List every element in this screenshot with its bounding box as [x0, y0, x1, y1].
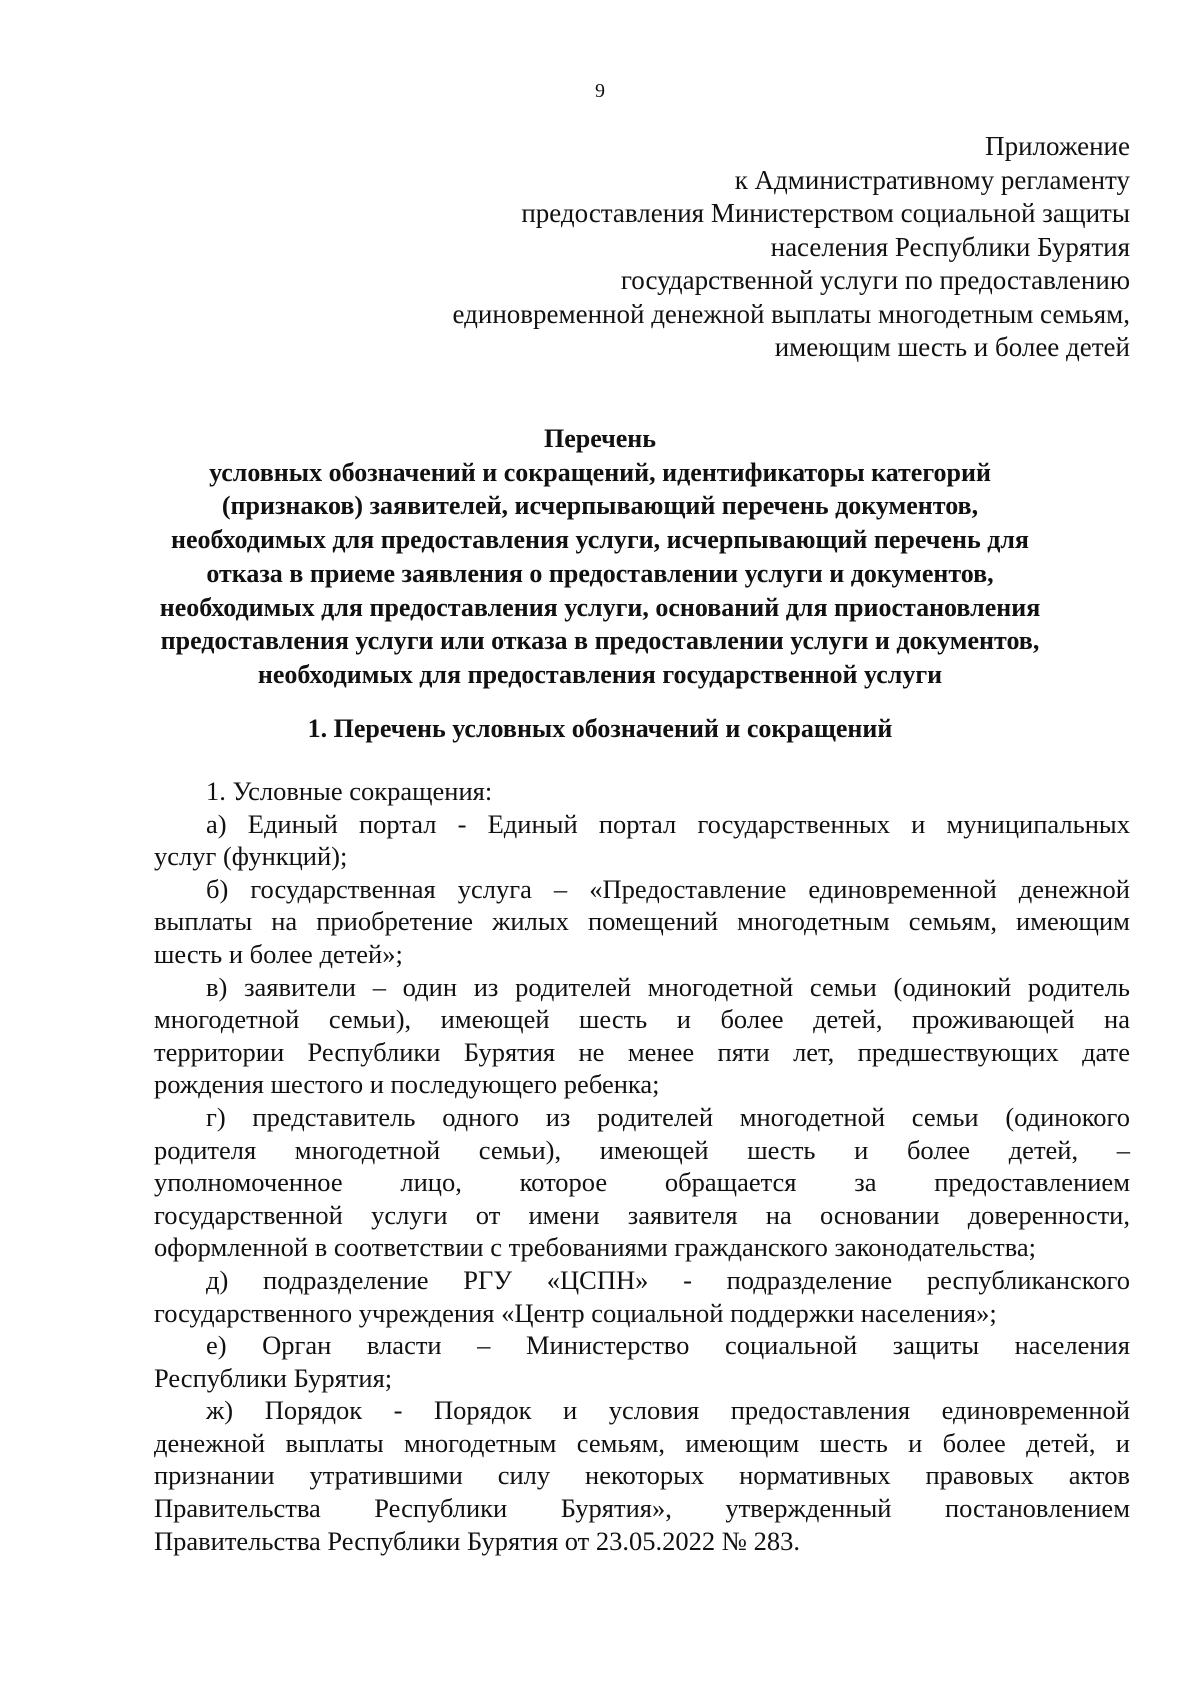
body-word: детей,	[1008, 1134, 1079, 1165]
body-word: имени	[528, 1199, 600, 1230]
body-word: выплаты	[154, 906, 253, 937]
body-word: жилых	[492, 906, 569, 937]
body-word: государственная	[250, 873, 436, 904]
body-line	[154, 1134, 1130, 1167]
body-line	[154, 1101, 1130, 1134]
body-line	[154, 1394, 1130, 1427]
body-word: родителей	[515, 971, 632, 1002]
body-word: нормативных	[739, 1460, 891, 1491]
body-word: многодетной	[154, 1004, 300, 1035]
body-word: проживающей	[911, 1004, 1075, 1035]
body-word: «Предоставление	[589, 873, 787, 904]
body-line: Правительства Республики Бурятия от 23.05.2022 № 283.	[154, 1525, 801, 1556]
body-word: единовременной	[808, 873, 997, 904]
body-word: заявители	[244, 971, 356, 1002]
body-word: заявителя	[627, 1199, 738, 1230]
body-word: Министерство	[525, 1330, 690, 1361]
annex-line: к Административному регламенту	[734, 164, 1130, 195]
body-word: которое	[519, 1167, 608, 1198]
body-word: и	[676, 1004, 691, 1035]
annex-line: единовременной денежной выплаты многодетным семьям,	[452, 298, 1130, 329]
body-line	[154, 1199, 1130, 1232]
body-word: за	[854, 1167, 877, 1198]
body-word: родитель	[1027, 971, 1130, 1002]
body-word: –	[477, 1330, 491, 1361]
body-word: родителей	[597, 1101, 714, 1132]
body-word: некоторых	[585, 1460, 705, 1491]
body-word: Республики	[374, 1493, 508, 1524]
body-word: на	[271, 906, 298, 937]
body-word: РГУ	[463, 1264, 513, 1295]
body-word: Бурятия	[463, 1036, 556, 1067]
body-word: (одинокого	[1005, 1101, 1130, 1132]
annex-line: населения Республики Бурятия	[770, 231, 1130, 262]
body-word: менее	[627, 1036, 695, 1067]
body-word: Порядок	[264, 1395, 363, 1426]
body-line	[154, 971, 1130, 1004]
body-word: денежной	[1018, 873, 1130, 904]
annex-line: Приложение	[985, 131, 1130, 161]
body-word: и	[908, 1427, 923, 1458]
body-word: Единый	[247, 808, 338, 839]
body-word: родителя	[154, 1134, 257, 1165]
body-word: а)	[206, 808, 227, 839]
body-word: помещений	[587, 906, 719, 937]
body-word: б)	[206, 873, 229, 904]
body-word: населения	[1014, 1330, 1130, 1361]
body-word: утвержденный	[725, 1493, 892, 1524]
body-word: из	[473, 971, 499, 1002]
body-word: семьи	[809, 971, 877, 1002]
body-word: лицо,	[400, 1167, 462, 1198]
body-word: –	[372, 971, 386, 1002]
body-word: государственной	[154, 1199, 343, 1230]
body-line	[154, 1036, 1130, 1069]
body-word: обращается	[664, 1167, 797, 1198]
body-line	[154, 1427, 1130, 1460]
body-word: Порядок	[434, 1395, 532, 1426]
body-word: имеющей	[440, 1004, 550, 1035]
body-word: семьям,	[576, 1427, 666, 1458]
body-word: более	[942, 1427, 1006, 1458]
body-word: основании	[819, 1199, 940, 1230]
body-line: услуг (функций);	[154, 841, 348, 872]
body-line: оформленной в соответствии с требованиями гражданского законодательства;	[154, 1232, 1037, 1263]
body-word: предоставлением	[934, 1167, 1130, 1198]
body-word: единовременной	[941, 1395, 1130, 1426]
body-word: –	[1116, 1134, 1130, 1165]
title-line: необходимых для предоставления государственной услуги	[257, 659, 943, 689]
body-word: д)	[206, 1264, 229, 1295]
body-word: республиканского	[926, 1264, 1130, 1295]
document-title	[100, 422, 1100, 692]
body-word: многодетным	[403, 1427, 557, 1458]
body-word: -	[393, 1395, 403, 1426]
body-word: семьи),	[478, 1134, 562, 1165]
body-word: «ЦСПН»	[546, 1264, 649, 1295]
body-line	[154, 1003, 1130, 1036]
body-word: услуга	[457, 873, 532, 904]
body-word: представитель	[252, 1101, 416, 1132]
body-word: ж)	[206, 1395, 234, 1426]
body-word: и	[911, 808, 926, 839]
body-word: защиты	[892, 1330, 979, 1361]
body-word: на	[765, 1199, 792, 1230]
section-heading: 1. Перечень условных обозначений и сокращений	[307, 714, 893, 743]
body-line: рождения шестого и последующего ребенка;	[154, 1069, 660, 1100]
body-word: из	[545, 1101, 571, 1132]
page-number: 9	[595, 80, 605, 102]
body-word: многодетной	[294, 1134, 441, 1165]
body-word: на	[1104, 1004, 1130, 1035]
body-word: предшествующих	[857, 1036, 1059, 1067]
annex-line: предоставления Министерством социальной защиты	[521, 198, 1130, 228]
body-word: лет,	[793, 1036, 835, 1067]
body-word: г)	[206, 1101, 226, 1132]
body-word: государственных	[697, 808, 890, 839]
body-word: Орган	[262, 1330, 332, 1361]
body-line: 1. Условные сокращения:	[206, 776, 493, 806]
title-line: Перечень	[543, 424, 657, 453]
body-word: пяти	[717, 1036, 770, 1067]
body-word: предоставления	[730, 1395, 911, 1426]
annex-header	[370, 130, 1130, 365]
body-word: портал	[358, 808, 437, 839]
body-word: портал	[598, 808, 677, 839]
body-word: имеющим	[1016, 906, 1130, 937]
body-line: шесть и более детей»;	[154, 938, 403, 969]
title-line: предоставления услуги или отказа в предоставлении услуги и документов,	[160, 626, 1040, 656]
body-word: приобретение	[316, 906, 474, 937]
body-word: уполномоченное	[154, 1167, 343, 1198]
body-word: многодетной	[739, 1101, 886, 1132]
body-word: многодетной	[647, 971, 794, 1002]
body-word: имеющим	[685, 1427, 800, 1458]
body-word: е)	[206, 1330, 227, 1361]
body-word: семьи),	[328, 1004, 412, 1035]
body-word: утратившими	[309, 1460, 463, 1491]
body-word: шесть	[579, 1004, 648, 1035]
body-word: не	[578, 1036, 605, 1067]
title-line: необходимых для предоставления услуги, исчерпывающий перечень для	[171, 525, 1029, 555]
body-line	[154, 1329, 1130, 1362]
body-text	[154, 775, 1130, 1557]
body-word: денежной	[154, 1427, 266, 1458]
title-line: условных обозначений и сокращений, идентификаторы категорий	[209, 457, 991, 487]
body-word: подразделение	[263, 1264, 429, 1295]
body-line	[154, 873, 1130, 906]
body-line	[154, 1264, 1130, 1297]
body-word: подразделение	[726, 1264, 893, 1295]
body-word: условия	[608, 1395, 700, 1426]
body-word: один	[402, 971, 458, 1002]
body-line: государственного учреждения «Центр социальной поддержки населения»;	[154, 1297, 997, 1328]
body-word: актов	[1068, 1460, 1130, 1491]
body-word: выплаты	[285, 1427, 384, 1458]
body-word: от	[475, 1199, 501, 1230]
body-word: семьи	[911, 1101, 979, 1132]
body-word: одного	[442, 1101, 520, 1132]
body-word: территории	[154, 1036, 285, 1067]
body-word: имеющей	[599, 1134, 709, 1165]
body-line	[154, 1166, 1130, 1199]
body-word: -	[683, 1264, 692, 1295]
body-word: в)	[206, 971, 228, 1002]
body-word: детей,	[813, 1004, 883, 1035]
body-word: услуги	[371, 1199, 448, 1230]
body-line: Республики Бурятия;	[154, 1362, 393, 1393]
body-word: Единый	[487, 808, 578, 839]
body-word: власти	[366, 1330, 442, 1361]
body-line	[154, 1492, 1130, 1525]
body-line	[154, 808, 1130, 841]
body-word: семьям,	[908, 906, 997, 937]
body-word: силу	[497, 1460, 551, 1491]
body-word: Республики	[307, 1036, 441, 1067]
body-word: признании	[154, 1460, 275, 1491]
body-word: Правительства	[154, 1493, 321, 1524]
body-word: и	[1115, 1427, 1130, 1458]
body-word: Бурятия»,	[560, 1493, 672, 1524]
body-line	[154, 905, 1130, 938]
body-word: (одинокий	[893, 971, 1012, 1002]
annex-line: имеющим шесть и более детей	[774, 332, 1130, 362]
body-word: и	[854, 1134, 869, 1165]
title-line: отказа в приеме заявления о предоставлении услуги и документов,	[206, 558, 994, 588]
title-line: (признаков) заявителей, исчерпывающий перечень документов,	[221, 491, 979, 521]
body-word: правовых	[925, 1460, 1034, 1491]
body-word: шесть	[819, 1427, 888, 1458]
body-word: дате	[1082, 1036, 1130, 1067]
body-word: и	[563, 1395, 578, 1426]
body-word: детей,	[1026, 1427, 1096, 1458]
body-word: более	[720, 1004, 784, 1035]
body-word: социальной	[724, 1330, 858, 1361]
body-word: доверенности,	[967, 1199, 1130, 1230]
body-line	[154, 1459, 1130, 1492]
body-word: шесть	[747, 1134, 816, 1165]
body-word: постановлением	[944, 1493, 1130, 1524]
body-word: многодетным	[737, 906, 890, 937]
body-word: –	[553, 873, 568, 904]
annex-line: государственной услуги по предоставлению	[620, 265, 1130, 295]
body-word: -	[457, 808, 467, 839]
title-line: необходимых для предоставления услуги, оснований для приостановления	[159, 592, 1041, 622]
body-word: более	[906, 1134, 971, 1165]
body-word: муниципальных	[946, 808, 1130, 839]
